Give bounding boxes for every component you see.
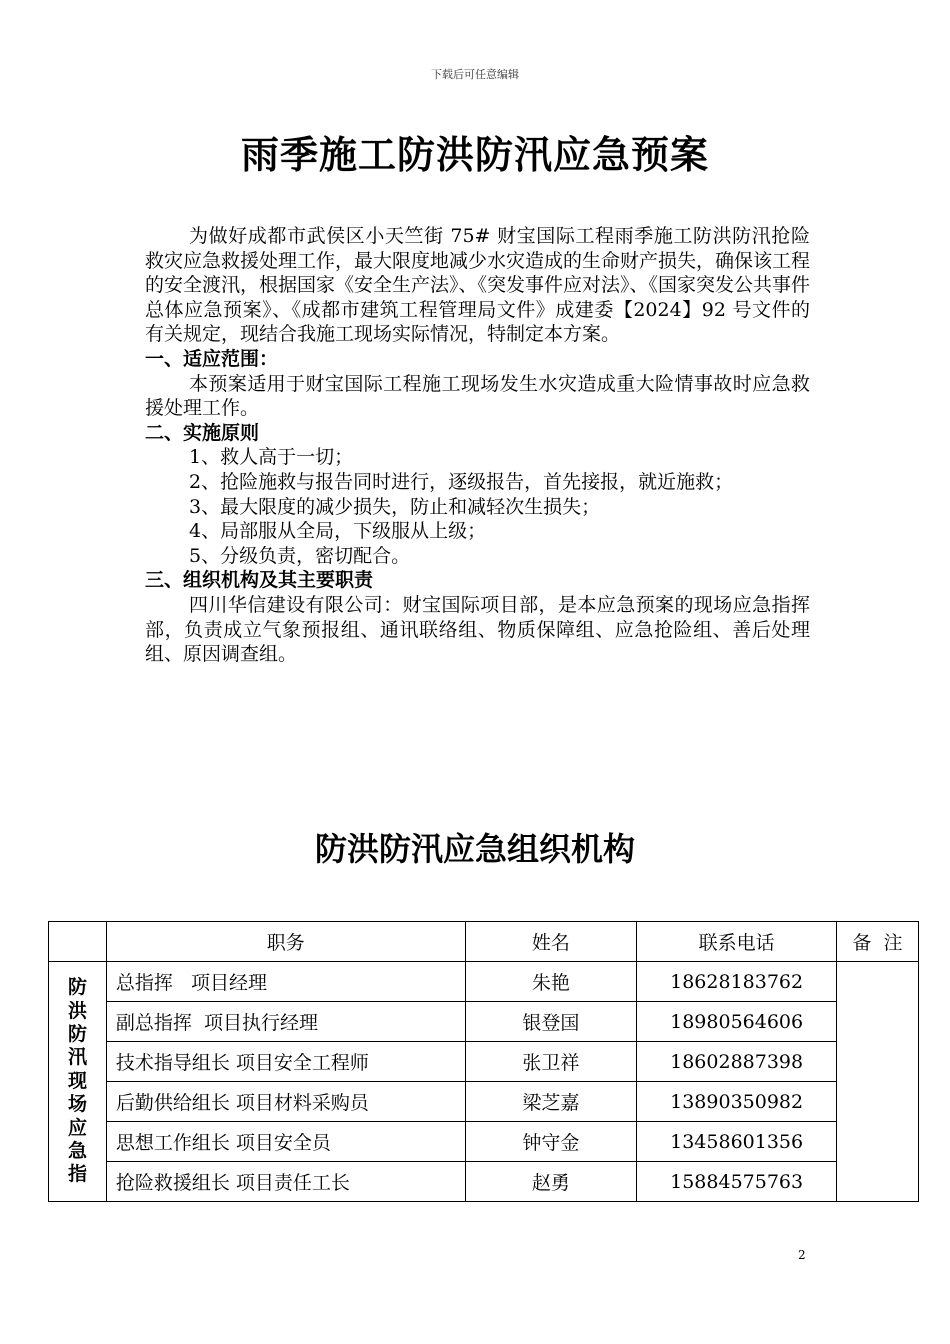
principle-item: 5、分级负责，密切配合。 xyxy=(189,544,411,567)
name-cell: 赵勇 xyxy=(465,1162,637,1202)
name-cell: 银登国 xyxy=(465,1002,637,1042)
principle-item: 3、最大限度的减少损失，防止和减轻次生损失； xyxy=(189,495,601,518)
principle-item: 1、救人高于一切； xyxy=(189,446,354,469)
table-row xyxy=(49,1082,919,1122)
table-row xyxy=(49,962,919,1002)
section-3-heading: 三、组织机构及其主要职责 xyxy=(145,569,374,592)
header-note: 下载后可任意编辑 xyxy=(431,68,519,81)
table-header-cell: 职务 xyxy=(106,922,465,962)
document-title: 雨季施工防洪防汛应急预案 xyxy=(240,132,709,177)
group-label-char: 防 xyxy=(67,976,87,999)
organization-table xyxy=(48,921,919,1202)
table-row xyxy=(49,1002,919,1042)
phone-cell: 15884575763 xyxy=(637,1162,837,1202)
phone-cell: 18602887398 xyxy=(637,1042,837,1082)
table-row xyxy=(49,1122,919,1162)
group-label-char: 防 xyxy=(67,1022,87,1045)
section-1-heading: 一、适应范围： xyxy=(145,347,279,370)
role-cell: 副总指挥 项目执行经理 xyxy=(106,1002,465,1042)
phone-cell: 18980564606 xyxy=(637,1002,837,1042)
group-label xyxy=(49,962,107,1202)
role-cell: 技术指导组长 项目安全工程师 xyxy=(106,1042,465,1082)
table-row xyxy=(49,1162,919,1202)
section-3-text: 四川华信建设有限公司：财宝国际项目部，是本应急预案的现场应急指挥部，负责成立气象预报组、通讯联络组、物质保障组、应急抢险组、善后处理组、原因调查组。 xyxy=(145,593,810,666)
role-cell: 总指挥 项目经理 xyxy=(106,962,465,1002)
phone-cell: 18628183762 xyxy=(637,962,837,1002)
name-cell: 梁芝嘉 xyxy=(465,1082,637,1122)
page-number: 2 xyxy=(798,1248,806,1262)
principle-item: 4、局部服从全局，下级服从上级； xyxy=(189,520,487,543)
group-label-char: 急 xyxy=(67,1140,87,1163)
group-label-char: 场 xyxy=(67,1093,87,1116)
group-label-char: 指 xyxy=(67,1163,87,1186)
name-cell: 朱艳 xyxy=(465,962,637,1002)
phone-cell: 13458601356 xyxy=(637,1122,837,1162)
group-label-char: 汛 xyxy=(67,1046,87,1069)
role-cell: 抢险救援组长 项目责任工长 xyxy=(106,1162,465,1202)
principle-item: 2、抢险施救与报告同时进行，逐级报告，首先接报，就近施救； xyxy=(189,470,734,493)
table-header-cell: 姓名 xyxy=(465,922,637,962)
group-label-char: 现 xyxy=(67,1069,87,1092)
role-cell: 后勤供给组长 项目材料采购员 xyxy=(106,1082,465,1122)
name-cell: 张卫祥 xyxy=(465,1042,637,1082)
role-cell: 思想工作组长 项目安全员 xyxy=(106,1122,465,1162)
group-label-char: 洪 xyxy=(67,999,87,1022)
group-label-char: 应 xyxy=(67,1116,87,1139)
name-cell: 钟守金 xyxy=(465,1122,637,1162)
table-header-cell: 备 注 xyxy=(837,922,919,962)
table-header-row xyxy=(49,922,919,962)
org-chart-title: 防洪防汛应急组织机构 xyxy=(314,830,635,868)
table-header-cell: 联系电话 xyxy=(637,922,837,962)
document-body xyxy=(145,224,810,667)
table-header-cell xyxy=(49,922,107,962)
section-2-heading: 二、实施原则 xyxy=(145,421,260,444)
intro-paragraph: 为做好成都市武侯区小天竺街 75# 财宝国际工程雨季施工防洪防汛抢险救灾应急救援处理工作，最大限度地减少水灾造成的生命财产损失，确保该工程的安全渡汛，根据国家《安全生产法》、《突发事件应对法》、《国家突发公共事件总体应急预案》、《成都市建筑工程管理局文件》成建委【2024】92 号文件的有关规定，现结合我施工现场实际情况，特制定本方案。 xyxy=(145,225,811,346)
table-row xyxy=(49,1042,919,1082)
remarks-cell xyxy=(837,962,919,1202)
section-1-text: 本预案适用于财宝国际工程施工现场发生水灾造成重大险情事故时应急救援处理工作。 xyxy=(145,372,810,420)
phone-cell: 13890350982 xyxy=(637,1082,837,1122)
